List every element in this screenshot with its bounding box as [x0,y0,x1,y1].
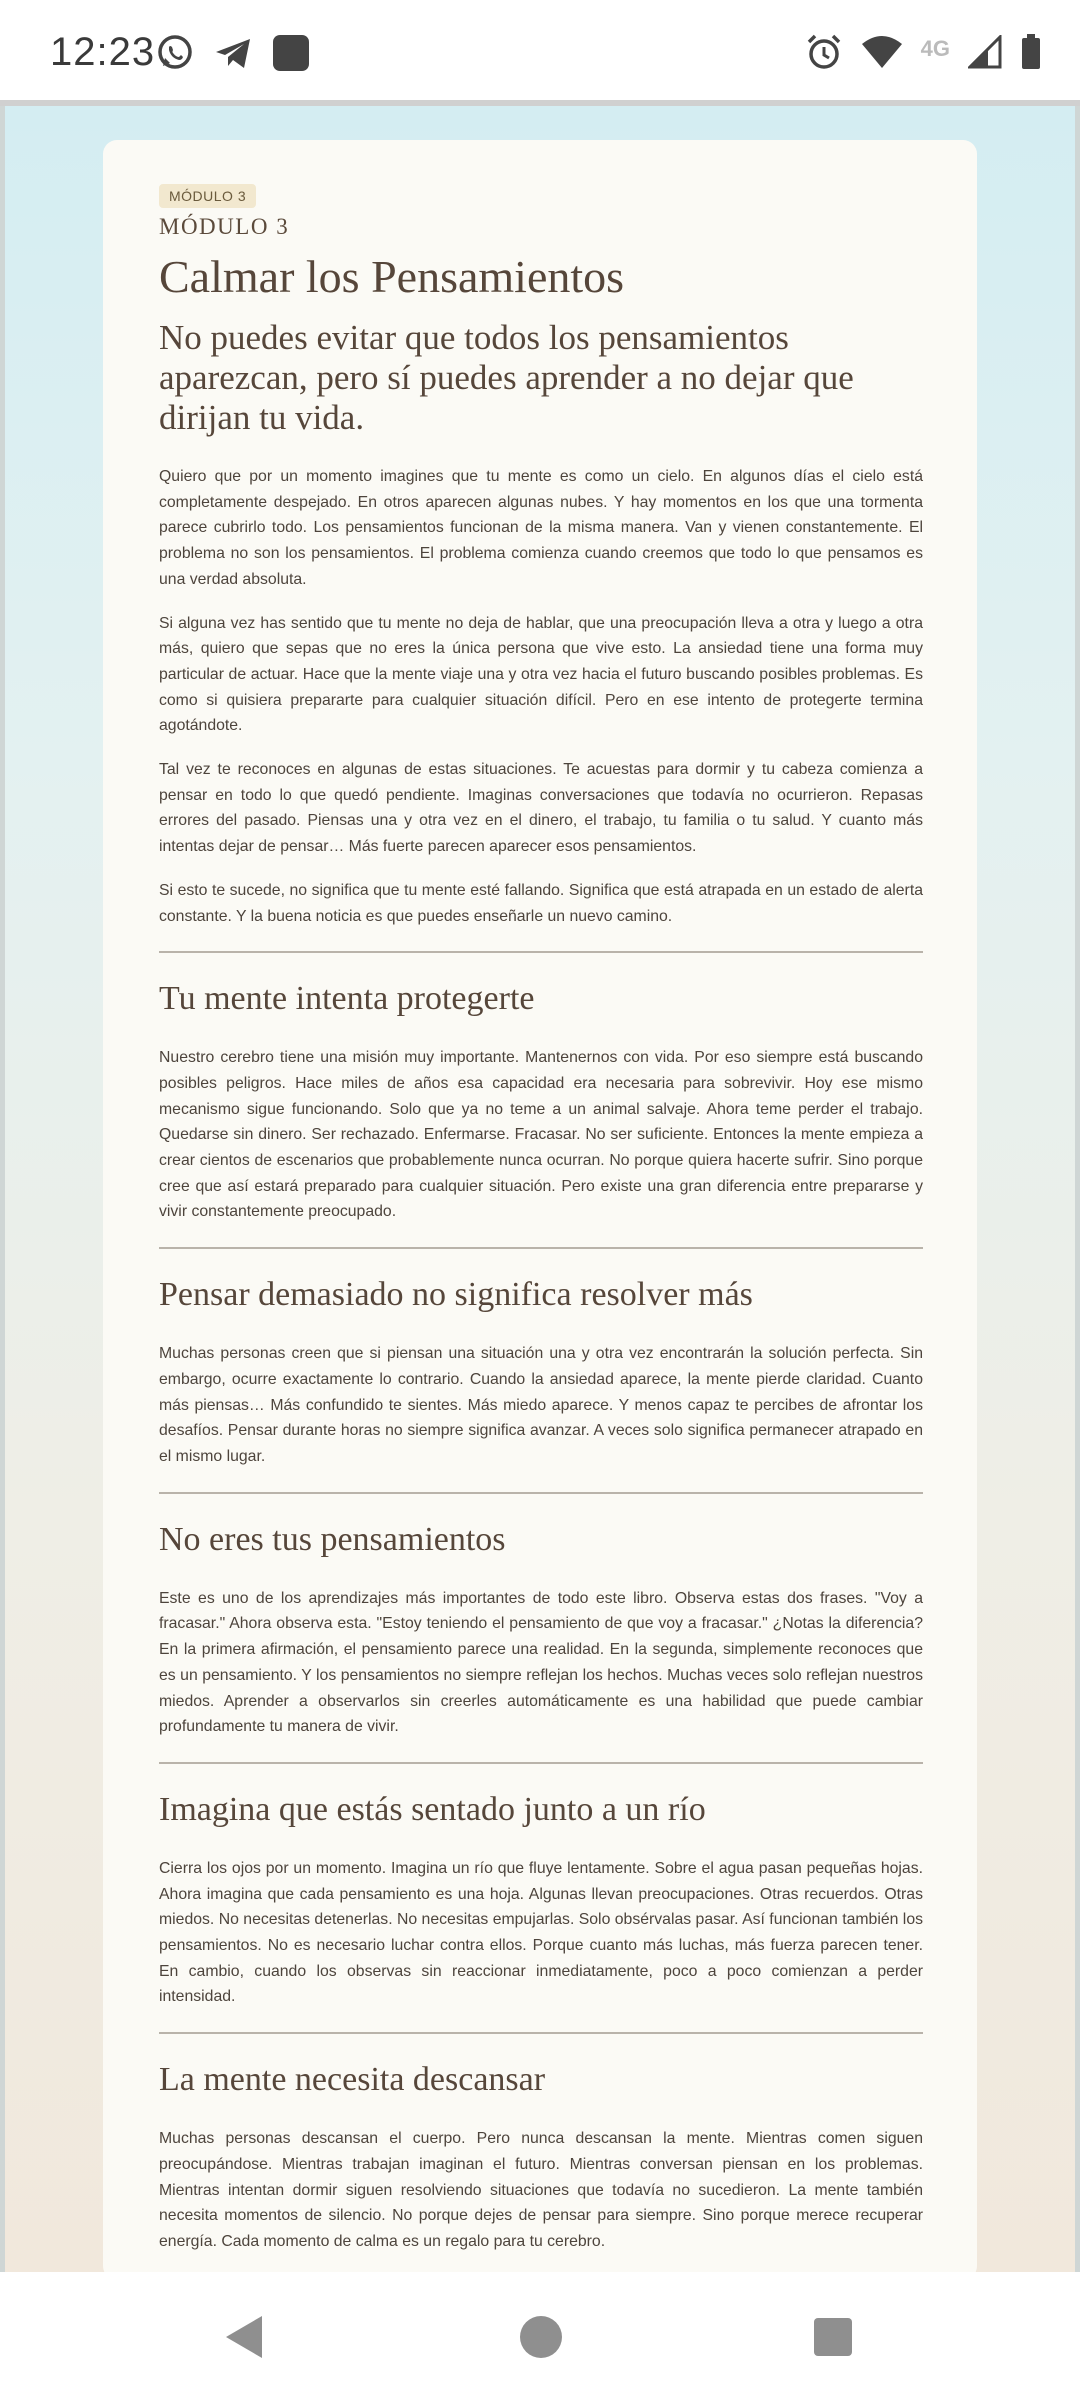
status-time: 12:23 [50,30,156,74]
alarm-icon [805,33,843,76]
section-paragraph: Muchas personas creen que si piensan una situación una y otra vez encontrarán la solución perfecta. Sin embargo, ocurre exactamente lo contrario. Cuando la ansiedad aparece, la mente pierde claridad. Cuanto más piensas… Más confundido te sientes. Más miedo aparece. Y menos capaz te percibes de afrontar los desafíos. Pensar durante horas no siempre significa avanzar. A veces solo significa permanecer atrapado en el mismo lugar. [159,1345,923,1465]
intro-paragraph: Si alguna vez has sentido que tu mente no deja de hablar, que una preocupación lleva a otra y luego a otra más, quiero que sepas que no eres la única persona que vive esto. La ansiedad tiene una forma muy particular de actuar. Hace que la mente viaje una y otra vez hacia el futuro buscando posibles problemas. Es como si quisiera prepararte para cualquier situación difícil. Pero en ese intento de protegerte termina agotándote. [159,614,923,735]
back-triangle-icon[interactable] [222,2314,268,2365]
page-subtitle: No puedes evitar que todos los pensamientos aparezcan, pero sí puedes aprender a no dejar que dirijan tu vida. [159,318,854,437]
whatsapp-icon [155,33,195,78]
section-paragraph: Nuestro cerebro tiene una misión muy importante. Mantenernos con vida. Por eso siempre está buscando posibles peligros. Hace miles de años esa capacidad era necesaria para sobrevivir. Hoy ese mismo mecanismo sigue funcionando. Solo que ya no teme a un animal salvaje. Ahora teme perder el trabajo. Quedarse sin dinero. Ser rechazado. Enfermarse. Fracasar. No ser suficiente. Entonces la mente empieza a crear cientos de escenarios que probablemente nunca ocurran. No porque quiera hacerte sufrir. Sino porque cree que así estará preparado para cualquier situación. Pero existe una gran diferencia entre prepararse y vivir constantemente preocupado. [159,1049,923,1221]
intro-paragraph: Quiero que por un momento imagines que tu mente es como un cielo. En algunos días el cielo está completamente despejado. En otros aparecen algunas nubes. Y hay momentos en los que una tormenta parece cubrirlo todo. Los pensamientos funcionan de la misma manera. Van y vienen constantemente. El problema no son los pensamientos. El problema comienza cuando creemos que todo lo que pensamos es una verdad absoluta. [159,468,923,588]
module-badge: MÓDULO 3 [159,184,256,208]
telegram-icon [213,33,253,78]
module-label: MÓDULO 3 [159,214,290,239]
right-edge [1075,106,1080,2272]
intro-paragraph: Si esto te sucede, no significa que tu mente esté fallando. Significa que está atrapada en un estado de alerta constante. Y la buena noticia es que puedes enseñarle un nuevo camino. [159,881,923,925]
section-heading: No eres tus pensamientos [159,1520,506,1558]
network-type-label: 4G [920,35,950,61]
intro-paragraph: Tal vez te reconoces en algunas de estas situaciones. Te acuestas para dormir y tu cabeza comienza a pensar en todo lo que quedó pendiente. Imaginas conversaciones que todavía no ocurrieron. Repasas errores del pasado. Piensas una y otra vez en el dinero, el trabajo, tu familia o tu salud. Y cuanto más intentas dejar de pensar… Más fuerte parecen aparecer esos pensamientos. [159,761,923,856]
module-content [159,184,923,2279]
left-edge [0,106,5,2272]
notification-icons [155,33,311,78]
section-paragraph: Este es uno de los aprendizajes más importantes de todo este libro. Observa estas dos frases. "Voy a fracasar." Ahora observa esta. "Estoy teniendo el pensamiento de que voy a fracasar." ¿Notas la diferencia? En la primera afirmación, el pensamiento parece una realidad. En la segunda, simplemente reconoces que es un pensamiento. Y los pensamientos no siempre reflejan los hechos. Muchas veces solo reflejan nuestros miedos. Aprender a observarlos sin creerles automáticamente es una habilidad que puede cambiar profundamente tu manera de vivir. [159,1589,923,1736]
section-heading: Imagina que estás sentado junto a un río [159,1790,706,1828]
home-circle-icon[interactable] [518,2314,564,2365]
section-paragraph: Cierra los ojos por un momento. Imagina un río que fluye lentamente. Sobre el agua pasan pequeñas hojas. Ahora imagina que cada pensamiento es una hoja. Algunas llevan preocupaciones. Otras recuerdos. Otras miedos. No necesitas detenerlas. No necesitas empujarlas. Solo obsérvalas pasar. Así funcionan también los pensamientos. No es necesario luchar contra ellos. Porque cuanto más luchas, más fuerza parecen tener. En cambio, cuando los observas sin reaccionar inmediatamente, poco a poco comienzan a perder intensidad. [159,1859,923,2006]
module-card[interactable] [103,140,977,2280]
page-title: Calmar los Pensamientos [159,251,625,302]
section-heading: Pensar demasiado no significa resolver más [159,1276,753,1314]
battery-icon [1020,33,1042,76]
cellular-signal-icon [968,35,1002,74]
wifi-icon [861,34,903,75]
recents-square-icon[interactable] [812,2316,854,2363]
system-icons [805,33,1042,76]
section-heading: La mente necesita descansar [159,2061,546,2099]
status-bar [0,0,1080,104]
section-heading: Tu mente intenta protegerte [159,980,535,1018]
app-square-icon [271,33,311,78]
section-paragraph: Muchas personas descansan el cuerpo. Pero nunca descansan la mente. Mientras comen siguen preocupándose. Mientras trabajan imaginan el futuro. Mientras conversan piensan en los problemas. Mientras intentan dormir siguen resolviendo situaciones que todavía no sucedieron. La mente también necesita momentos de silencio. No porque dejes de pensar para siempre. Sino porque merece recuperar energía. Cada momento de calma es un regalo para tu cerebro. [159,2130,923,2250]
navigation-bar [0,2272,1080,2400]
